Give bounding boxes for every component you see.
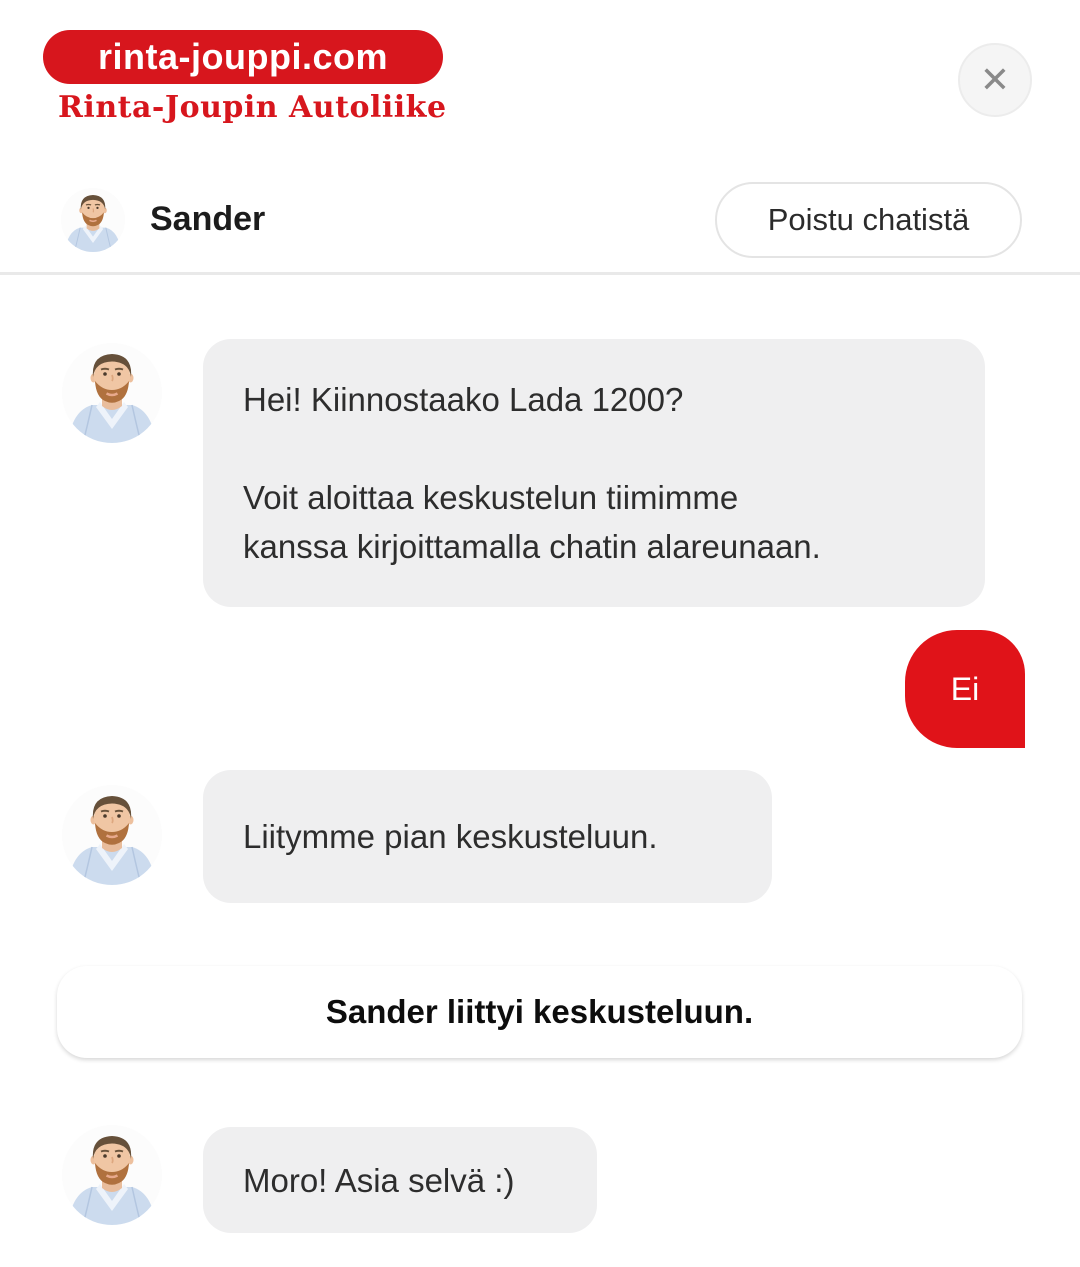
system-message-card	[57, 966, 1022, 1058]
agent-avatar	[62, 785, 162, 885]
agent-avatar-image	[61, 188, 125, 252]
brand-logo-text: rinta-jouppi.com	[98, 36, 388, 77]
visitor-message-bubble	[905, 630, 1025, 748]
agent-avatar	[62, 343, 162, 443]
close-icon: ✕	[979, 59, 1011, 100]
header-divider	[0, 272, 1080, 275]
brand-subtitle: Rinta-Joupin Autoliike	[58, 90, 447, 125]
agent-avatar-image	[62, 785, 162, 885]
agent-message-bubble	[203, 1127, 597, 1233]
close-button[interactable]	[958, 43, 1032, 117]
leave-chat-button[interactable]: Poistu chatistä	[715, 182, 1022, 258]
message-text: Liitymme pian keskusteluun.	[243, 818, 658, 855]
message-text: Hei! Kiinnostaako Lada 1200?	[243, 381, 684, 418]
agent-avatar	[61, 188, 125, 252]
message-text	[243, 473, 945, 571]
message-line: Voit aloittaa keskustelun tiimimme	[243, 479, 739, 516]
message-text: Ei	[950, 670, 980, 707]
message-text: Moro! Asia selvä :)	[243, 1161, 515, 1199]
system-message-text: Sander liittyi keskusteluun.	[325, 993, 754, 1030]
brand-logo	[43, 30, 443, 84]
agent-avatar-image	[62, 1125, 162, 1225]
agent-message-bubble	[203, 339, 985, 607]
agent-message-bubble	[203, 770, 772, 903]
agent-avatar	[62, 1125, 162, 1225]
agent-avatar-image	[62, 343, 162, 443]
message-line: kanssa kirjoittamalla chatin alareunaan.	[243, 528, 821, 565]
agent-name: Sander	[150, 200, 266, 238]
